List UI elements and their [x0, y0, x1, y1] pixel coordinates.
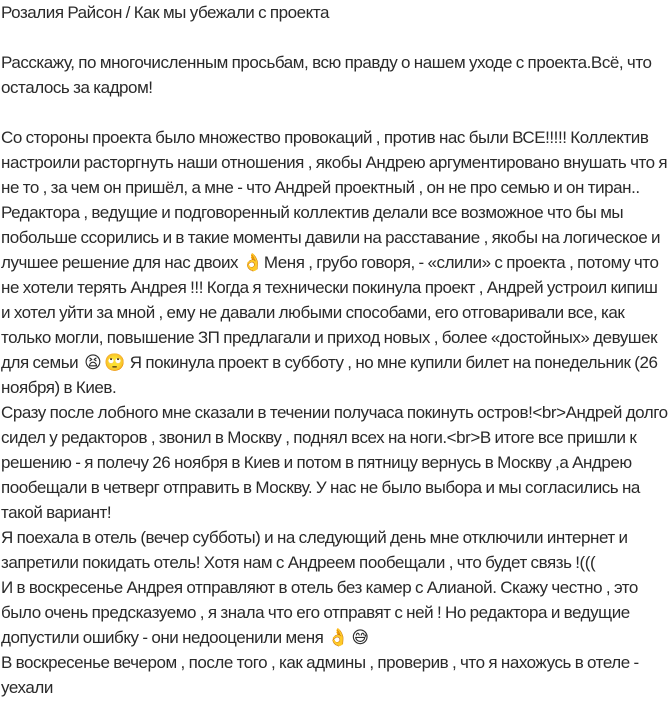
- spacer: [1, 100, 668, 125]
- paragraph-provocations: [1, 125, 668, 400]
- paragraph-sunday: [1, 575, 668, 650]
- sweat-smile-face-icon: 😅: [351, 628, 370, 647]
- paragraph-intro: Расскажу, по многочисленным просьбам, всю правду о нашем уходе с проекта.Всё, что осталось за кадром!: [1, 53, 652, 97]
- spacer: [1, 25, 668, 50]
- paragraph-island: Сразу после лобного мне сказали в течении получаса покинуть остров!<br>Андрей долго сидел у редакторов , звонил в Москву , поднял всех на ноги.<br>В итоге все пришли к решению - я полечу 26 ноября в Киев и потом в пятницу вернусь в Москву ,а Андрею пообещали в четверг отправить в Москву. У нас не было выбора и мы согласились на такой вариант!: [1, 403, 668, 522]
- eye-roll-face-icon: 🙄: [104, 353, 126, 372]
- paragraph-text: И в воскресенье Андрея отправляют в отель без камер с Алианой. Скажу честно , это было очень предсказуемо , я знала что его отправят с ней ! Но редактора и ведущие допустили ошибку - они недооценили меня: [1, 578, 638, 647]
- article-title: Розалия Райсон / Как мы убежали с проекта: [1, 3, 330, 22]
- ok-hand-icon: 👌: [327, 628, 349, 647]
- paragraph-hotel: Я поехала в отель (вечер субботы) и на следующий день мне отключили интернет и запретили покидать отель! Хотя нам с Андреем пообещали , что будет связь !(((: [1, 528, 628, 572]
- paragraph-text: Я покинула проект в субботу , но мне купили билет на понедельник (26 ноября) в Киев.: [1, 353, 658, 397]
- paragraph-evening: В воскресенье вечером , после того , как админы , проверив , что я нахожусь в отеле - уехали: [1, 653, 639, 697]
- paragraph-text: Меня , грубо говоря, - «слили» с проекта , потому что не хотели терять Андрея !!! Когда я технически покинула проект , Андрей устроил кипиш и хотел уйти за мной , ему не давали любыми способами, его отговаривали все, как только могли, повышение ЗП предлагали и приход новых , более «достойных» девушек для семьи: [1, 253, 659, 372]
- frustrated-face-icon: 😫: [84, 353, 102, 372]
- paragraph-text: Со стороны проекта было множество провокаций , против нас были ВСЕ!!!!! Коллектив настроили расторгнуть наши отношения , якобы Андрею аргументировано внушать что я не то , за чем он пришёл, а мне - что Андрей проектный , он не про семью и он тиран.. Редактора , ведущие и подговоренный коллектив делали все возможное что бы мы побольше ссорились и в такие моменты давили на расставание , якобы на логическое и лучшее решение для нас двоих: [1, 128, 668, 272]
- ok-hand-icon: 👌: [242, 253, 264, 272]
